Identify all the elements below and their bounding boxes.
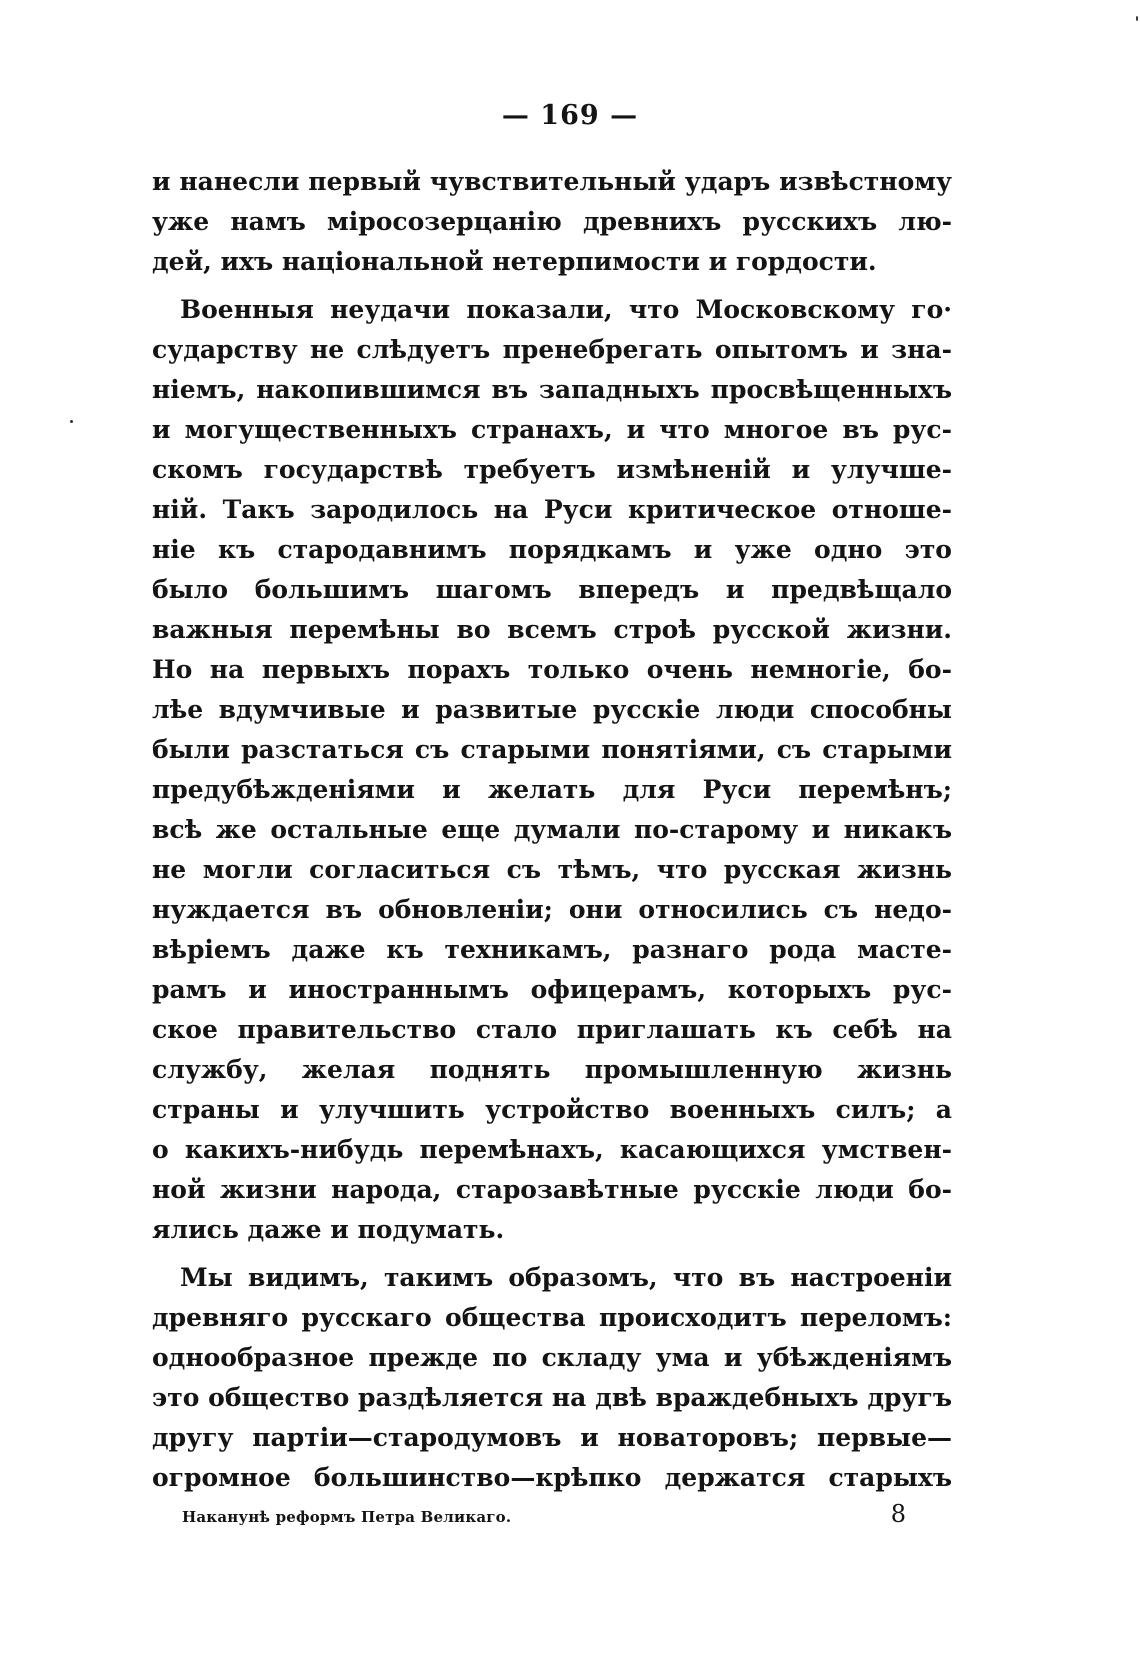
text-line: и могущественныхъ странахъ, и что многое въ рус- <box>152 415 952 444</box>
paragraph-end-line: дей, ихъ національной нетерпимости и гордости. <box>152 247 877 276</box>
text-line: другу партіи—стародумовъ и новаторовъ; первые— <box>152 1423 952 1452</box>
paragraph-start-line: Мы видимъ, такимъ образомъ, что въ настроеніи <box>180 1263 952 1292</box>
text-line: были разстаться съ старыми понятіями, съ старыми <box>152 735 952 764</box>
paragraph-end-line: ялись даже и подумать. <box>152 1215 505 1244</box>
signature-mark: 8 <box>890 1500 906 1528</box>
text-line: скомъ государствѣ требуетъ измѣненій и улучше- <box>152 455 952 484</box>
text-line: вѣріемъ даже къ техникамъ, разнаго рода масте- <box>152 935 952 964</box>
text-line: Но на первыхъ порахъ только очень немногіе, бо- <box>152 655 952 684</box>
text-line: было большимъ шагомъ впередъ и предвѣщало <box>152 575 952 604</box>
text-line: огромное большинство—крѣпко держатся старыхъ <box>152 1463 952 1492</box>
text-line: ское правительство стало приглашать къ себѣ на <box>152 1015 952 1044</box>
page-footer <box>182 1500 952 1536</box>
text-line: ной жизни народа, старозавѣтные русскіе люди бо- <box>152 1175 952 1204</box>
text-line: ніе къ стародавнимъ порядкамъ и уже одно это <box>152 535 952 564</box>
text-line: о какихъ-нибудь перемѣнахъ, касающихся умствен- <box>152 1135 952 1164</box>
text-line: сударству не слѣдуетъ пренебрегать опытомъ и зна- <box>152 335 952 364</box>
text-line: предубѣжденіями и желать для Руси перемѣнъ; <box>152 775 952 804</box>
scan-speck <box>1136 16 1138 21</box>
text-line: рамъ и иностраннымъ офицерамъ, которыхъ рус- <box>152 975 952 1004</box>
scan-speck <box>70 420 73 423</box>
text-line: всѣ же остальные еще думали по-старому и никакъ <box>152 815 952 844</box>
signature-line-title: Наканунѣ реформъ Петра Великаго. <box>182 1508 512 1526</box>
text-line: ній. Такъ зародилось на Руси критическое отноше- <box>152 495 952 524</box>
text-line: это общество раздѣляется на двѣ враждебныхъ другъ <box>152 1383 952 1412</box>
text-line: лѣе вдумчивые и развитые русскіе люди способны <box>152 695 952 724</box>
paragraph-start-line: Военныя неудачи показали, что Московскому го· <box>180 295 952 324</box>
body-text <box>152 162 952 1498</box>
text-line: уже намъ міросозерцанію древнихъ русскихъ лю- <box>152 207 952 236</box>
text-line: нуждается въ обновленіи; они относились съ недо- <box>152 895 952 924</box>
text-line: не могли согласиться съ тѣмъ, что русская жизнь <box>152 855 952 884</box>
text-line: древняго русскаго общества происходитъ переломъ: <box>152 1303 952 1332</box>
text-line: службу, желая поднять промышленную жизнь <box>152 1055 952 1084</box>
text-line: однообразное прежде по складу ума и убѣжденіямъ <box>152 1343 952 1372</box>
page-number: — 169 — <box>501 100 639 131</box>
text-line: важныя перемѣны во всемъ строѣ русской жизни. <box>152 615 952 644</box>
text-line: страны и улучшить устройство военныхъ силъ; а <box>152 1095 952 1124</box>
text-line: и нанесли первый чувствительный ударъ извѣстному <box>152 167 952 196</box>
text-line: ніемъ, накопившимся въ западныхъ просвѣщенныхъ <box>152 375 952 404</box>
